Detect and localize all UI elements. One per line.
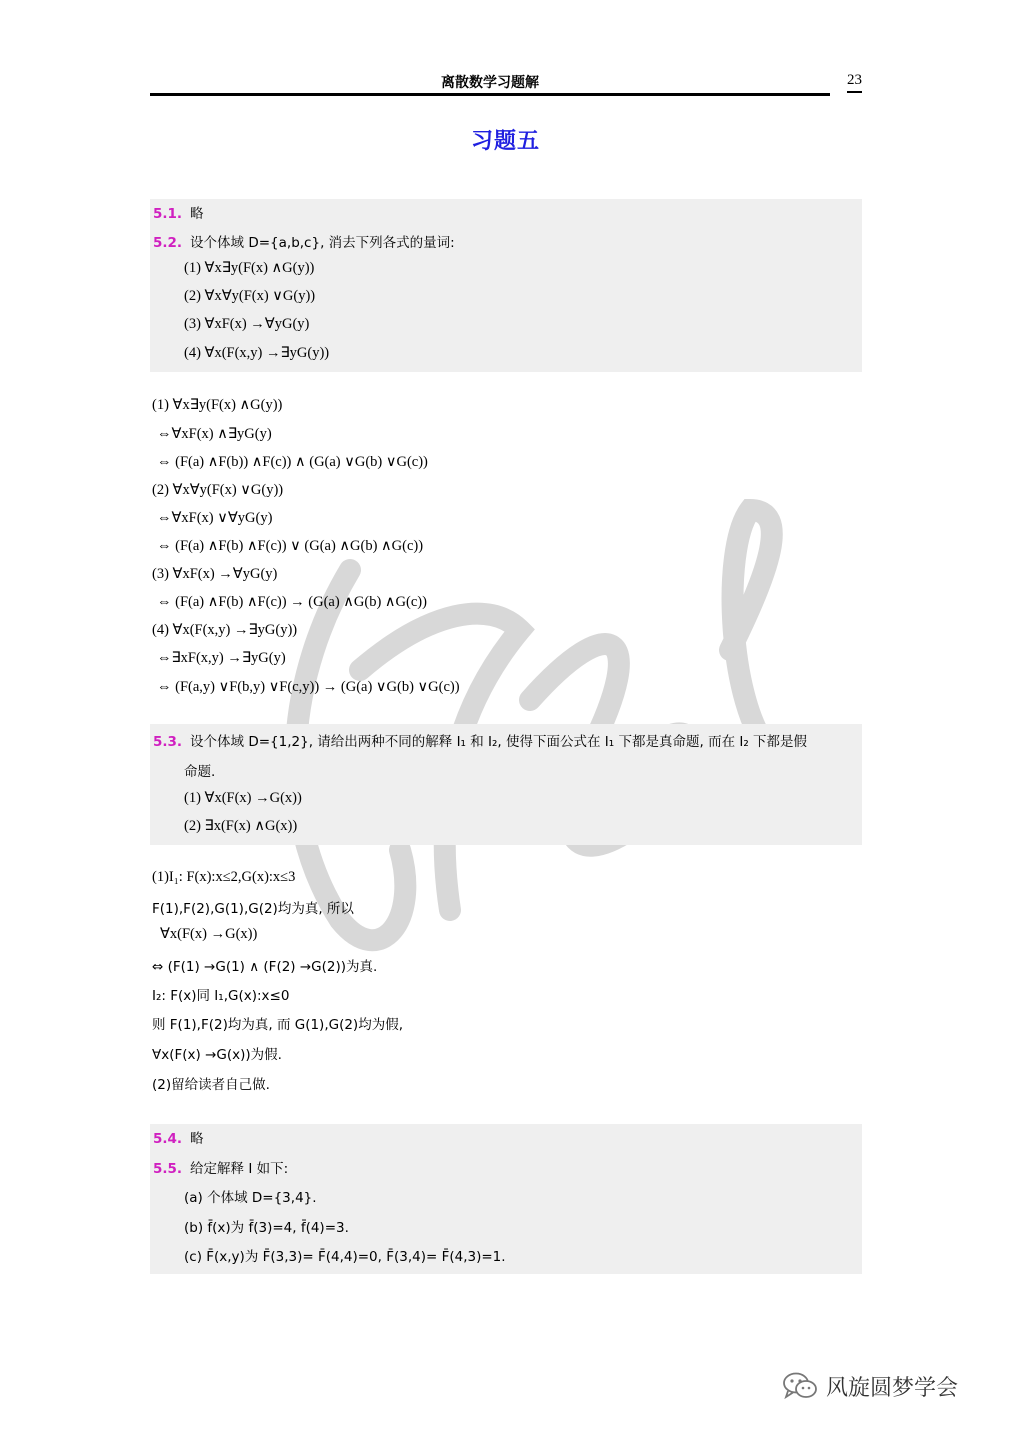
problem-box-5-1-5-2 (150, 199, 862, 372)
page-number: 23 (847, 72, 862, 93)
problem-5-5 (153, 1157, 288, 1178)
problem-box-5-3 (150, 724, 862, 845)
brand-name: 风旋圆梦学会 (826, 1375, 959, 1401)
solution-line: ⇔ (F(a) ∧F(b)) ∧F(c)) ∧ (G(a) ∨G(b) ∨G(c)) (157, 454, 428, 470)
problem-text: 设个体域 D={1,2}, 请给出两种不同的解释 I₁ 和 I₂, 使得下面公式在 I₁ 下都是真命题, 而在 I₂ 下都是假 (190, 734, 808, 750)
problem-number: 5.2. (153, 235, 183, 251)
solution-line: ⇔ (F(a,y) ∨F(b,y) ∨F(c,y)) → (G(a) ∨G(b) ∨G(c)) (157, 679, 460, 695)
solution-line: ⇔∀xF(x) ∨∀yG(y) (157, 510, 273, 526)
problem-box-5-4-5-5 (150, 1124, 862, 1274)
problem-number: 5.1. (153, 206, 183, 222)
solution-line: F(1),F(2),G(1),G(2)均为真, 所以 (152, 901, 354, 917)
problem-5-4 (153, 1127, 204, 1148)
problem-text-continued: 命题. (184, 764, 216, 780)
problem-item: (1) ∀x(F(x) →G(x)) (184, 790, 302, 806)
wechat-icon (782, 1371, 818, 1401)
problem-number: 5.4. (153, 1131, 183, 1147)
solution-line: 则 F(1),F(2)均为真, 而 G(1),G(2)均为假, (152, 1017, 403, 1033)
signature-watermark (230, 450, 790, 970)
solution-line: (2) ∀x∀y(F(x) ∨G(y)) (152, 482, 284, 498)
problem-number: 5.5. (153, 1161, 183, 1177)
problem-item: (c) F̄(x,y)为 F̄(3,3)= F̄(4,4)=0, F̄(3,4)= F̄(4,3)=1. (184, 1249, 506, 1265)
problem-text: 设个体域 D={a,b,c}, 消去下列各式的量词: (190, 235, 455, 251)
solution-line: (3) ∀xF(x) →∀yG(y) (152, 566, 278, 582)
solution-line: (1)I₁: F(x):x≤2,G(x):x≤3 (152, 869, 296, 885)
solution-line: ⇔∃xF(x,y) →∃yG(y) (157, 650, 286, 666)
problem-5-2 (153, 231, 455, 252)
solution-line: (4) ∀x(F(x,y) →∃yG(y)) (152, 622, 298, 638)
problem-text: 略 (190, 1131, 204, 1147)
solution-line: ⇔∀xF(x) ∧∃yG(y) (157, 426, 272, 442)
solution-line: ⇔ (F(1) →G(1) ∧ (F(2) →G(2))为真. (152, 959, 378, 975)
header-title: 离散数学习题解 (441, 75, 539, 91)
problem-item: (3) ∀xF(x) →∀yG(y) (184, 316, 310, 332)
problem-text: 给定解释 I 如下: (190, 1161, 289, 1177)
solution-line: I₂: F(x)同 I₁,G(x):x≤0 (152, 988, 290, 1004)
solution-line: (1) ∀x∃y(F(x) ∧G(y)) (152, 397, 283, 413)
header-rule (150, 93, 830, 96)
solution-line: (2)留给读者自己做. (152, 1077, 270, 1093)
problem-5-3 (153, 730, 807, 751)
problem-item: (b) f̄(x)为 f̄(3)=4, f̄(4)=3. (184, 1220, 349, 1236)
footer-brand (782, 1368, 958, 1404)
chapter-title: 习题五 (470, 129, 540, 154)
problem-item: (2) ∃x(F(x) ∧G(x)) (184, 818, 298, 834)
problem-number: 5.3. (153, 734, 183, 750)
solution-line: ⇔ (F(a) ∧F(b) ∧F(c)) → (G(a) ∧G(b) ∧G(c)) (157, 594, 427, 610)
problem-text: 略 (190, 206, 204, 222)
problem-5-1 (153, 202, 204, 223)
problem-item: (2) ∀x∀y(F(x) ∨G(y)) (184, 288, 316, 304)
page-header (150, 72, 862, 98)
problem-item: (a) 个体域 D={3,4}. (184, 1190, 317, 1206)
solution-line: ⇔ (F(a) ∧F(b) ∧F(c)) ∨ (G(a) ∧G(b) ∧G(c)) (157, 538, 424, 554)
problem-item: (1) ∀x∃y(F(x) ∧G(y)) (184, 260, 315, 276)
solution-line: ∀x(F(x) →G(x))为假. (152, 1047, 282, 1063)
problem-item: (4) ∀x(F(x,y) →∃yG(y)) (184, 345, 330, 361)
solution-line: ∀x(F(x) →G(x)) (160, 926, 258, 942)
